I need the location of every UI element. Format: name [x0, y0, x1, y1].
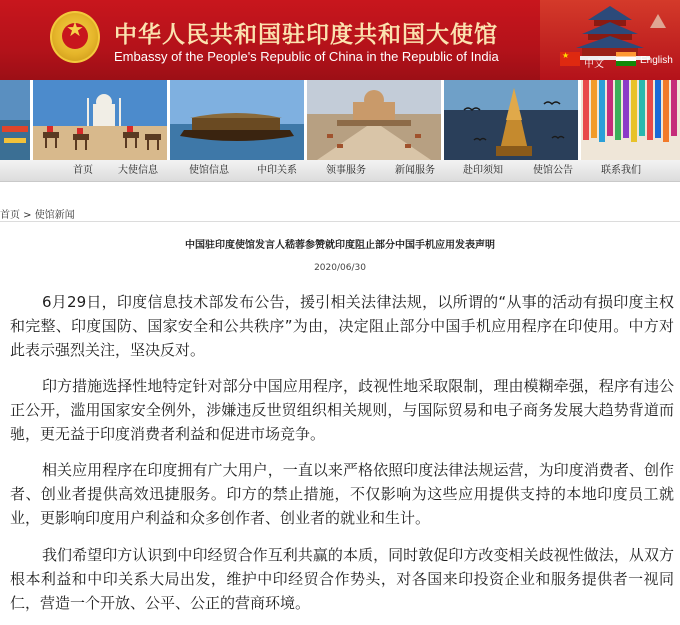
breadcrumb — [0, 206, 75, 221]
article-paragraph-4: 我们希望印方认识到中印经贸合作互利共赢的本质，同时敦促印方改变相关歧视性做法，从双方根本利益和中印关系大局出发，维护中印经贸合作势头，对各国来印投资企业和服务提供者一视同仁，营造一个开放、公平、公正的营商环境。 — [10, 546, 674, 612]
china-flag-icon[interactable] — [560, 52, 580, 66]
photo-boats — [0, 80, 30, 160]
nav-news-services[interactable]: 新闻服务 — [395, 165, 435, 176]
site-title-en: Embassy of the People's Republic of China in the Republic of India — [114, 49, 499, 64]
breadcrumb-separator: > — [20, 210, 35, 221]
nav-ambassador[interactable]: 大使信息 — [118, 165, 158, 176]
breadcrumb-divider — [0, 221, 680, 222]
photo-textiles — [581, 80, 680, 160]
lang-en-link[interactable]: English — [640, 55, 673, 66]
breadcrumb-home-link[interactable]: 首页 — [0, 210, 20, 221]
temple-of-heaven-icon — [540, 0, 680, 80]
breadcrumb-current-link[interactable]: 使馆新闻 — [34, 210, 75, 221]
site-header — [0, 0, 680, 80]
article-paragraph-1: 6月29日，印度信息技术部发布公告，援引相关法律法规，以所谓的“从事的活动有损印度主权和完整、印度国防、国家安全和公共秩序”为由，决定阻止部分中国手机应用程序在印使用。中方对此表示强烈关注，坚决反对。 — [10, 293, 674, 359]
photo-houseboat — [170, 80, 304, 160]
national-emblem-icon — [50, 11, 100, 63]
nav-embassy-info[interactable]: 使馆信息 — [189, 165, 229, 176]
nav-china-india-relations[interactable]: 中印关系 — [257, 165, 297, 176]
nav-consular-services[interactable]: 领事服务 — [326, 165, 366, 176]
emblem-star-icon: ★ — [66, 17, 84, 41]
nav-contact-us[interactable]: 联系我们 — [601, 165, 641, 176]
nav-travel-to-india[interactable]: 赴印须知 — [463, 165, 503, 176]
article-paragraph-3: 相关应用程序在印度拥有广大用户，一直以来严格依照印度法律法规运营，为印度消费者、创作者、创业者提供高效迅捷服务。印方的禁止措施，不仅影响为这些应用提供支持的本地印度员工就业，更影响印度用户利益和众多创作者、创业者的就业和生计。 — [10, 461, 674, 527]
photo-temple-birds — [444, 80, 578, 160]
article-title: 中国驻印度使馆发言人嵇蓉参赞就印度阻止部分中国手机应用发表声明 — [185, 240, 495, 251]
photo-akshardham — [307, 80, 441, 160]
nav-announcements[interactable]: 使馆公告 — [533, 165, 573, 176]
article-paragraph-2: 印方措施选择性地特定针对部分中国应用程序，歧视性地采取限制，理由模糊牵强，程序有违公正公开，滥用国家安全例外，涉嫌违反世贸组织相关规则，与国际贸易和电子商务发展大趋势背道而驰，更无益于印度消费者利益和促进市场竞争。 — [10, 377, 674, 443]
lang-cn-link[interactable]: 中文 — [584, 59, 604, 70]
photo-strip — [0, 80, 680, 160]
article-date: 2020/06/30 — [314, 263, 366, 273]
nav-home[interactable]: 首页 — [73, 165, 93, 176]
main-nav — [0, 160, 680, 182]
site-title-cn: 中华人民共和国驻印度共和国大使馆 — [114, 21, 498, 48]
india-flag-icon[interactable] — [616, 52, 636, 66]
photo-camels-taj — [33, 80, 167, 160]
